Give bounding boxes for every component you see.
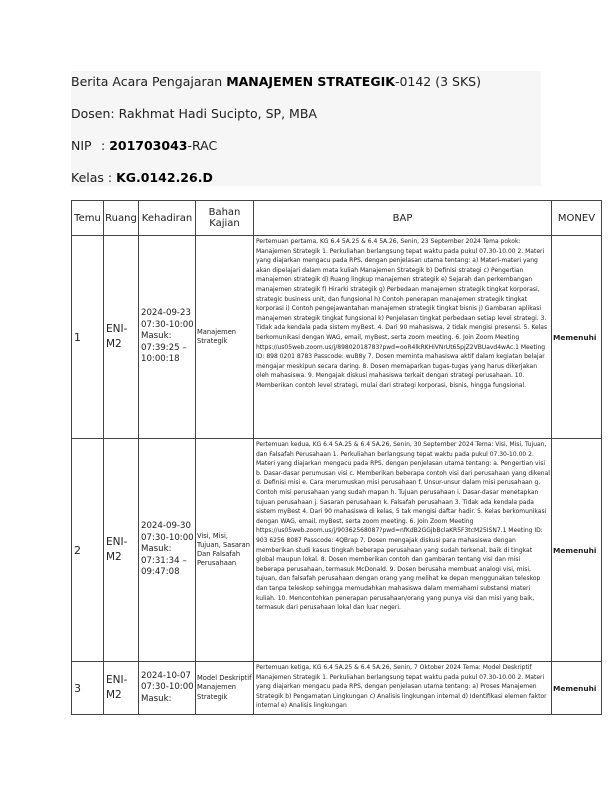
cell-ruang: ENI-M2 [104, 662, 139, 715]
course-name: MANAJEMEN STRATEGIK [226, 74, 395, 89]
cell-temu: 2 [72, 439, 104, 662]
cell-bap: Pertemuan pertama, KG 6.4 5A.25 & 6.4 5A.26, Senin, 23 September 2024 Tema pokok: Manajemen Strategik 1. Perkuliahan berlangsung tepat waktu pada pukul 07.30-10.00 2. Materi yang diajarkan mengacu pada RPS, dengan penjelasan utama tentang: a) Materi-materi yang akan dipelajari dalam mata kuliah Manajemen Strategik b) Definisi strategi c) Pengertian manajemen strategik d) Ruang lingkup manajemen strategik e) Sejarah dan perkembangan manajemen strategik f) Hirarki strategik g) Perbedaan manajemen strategik tingkat korporasi, strategic business unit, dan fungsional h) Contoh penerapan manajemen strategik tingkat korporasi i) Contoh pengejawantahan manajemen strategik tingkat bisnis j) Gambaran aplikasi manajemen strategik tingkat fungsional k) Penjelasan tingkat perbedaan setiap level strategi. 3. Tidak ada kendala pada sistem myBest. 4. Dari 90 mahasiswa, 2 tidak mengisi presensi. 5. Kelas berkomunikasi dengan WAG, email, myBest, serta zoom meeting. 6. Join Zoom Meeting https://us05web.zoom.us/j/89802018783?pwd=ooR4lkRKHiVNrUt65pjZ2VBUavd4wAc.1 Meeting ID: 898 0201 8783 Passcode: wuB8y 7. Dosen meminta mahasiswa aktif dalam kegiatan belajar mengajar meskipun secara daring. 8. Dosen memaparkan tugas-tugas yang harus dikerjakan oleh mahasiswa. 9. Mengajak diskusi mahasiswa terkait dengan strategi perusahaan. 10. Memberikan contoh level strategi, mulai dari strategi korporasi, bisnis, hingga fungsional. [254, 236, 552, 439]
col-header-kehadiran: Kehadiran [139, 201, 196, 236]
col-header-monev: MONEV [552, 201, 602, 236]
lecturer-name: Rakhmat Hadi Sucipto, SP, MBA [118, 106, 317, 121]
document-title [71, 74, 481, 89]
table-row [72, 236, 602, 439]
cell-kehadiran: 2024-09-30 07:30-10:00 Masuk: 07:31:34 – 09:47:08 [139, 439, 196, 662]
col-header-bahan-kajian: Bahan Kajian [196, 201, 254, 236]
title-suffix: -0142 (3 SKS) [394, 74, 481, 89]
cell-bap: Pertemuan ketiga, KG 6.4 5A.25 & 6.4 5A.26, Senin, 7 Oktober 2024 Tema: Model Deskriptif Manajemen Strategik 1. Perkuliahan berlangsung tepat waktu pada pukul 07.30-10.00 2. Materi yang diajarkan mengacu pada RPS, dengan penjelasan utama tentang: a) Proses Manajemen Strategik b) Pengamatan Lingkungan c) Analisis lingkungan internal d) Identifikasi elemen faktor internal e) Analisis lingkungan [254, 662, 552, 715]
class-label: Kelas : [71, 170, 117, 185]
cell-monev: Memenuhi [552, 662, 602, 715]
cell-bahan-kajian: Manajemen Strategik [196, 236, 254, 439]
cell-kehadiran: 2024-09-23 07:30-10:00 Masuk: 07:39:25 – 10:00:18 [139, 236, 196, 439]
nip-label: NIP [71, 138, 92, 153]
cell-bahan-kajian: Model Deskriptif Manajemen Strategik [196, 662, 254, 715]
nip-value: 201703043 [109, 138, 188, 153]
lecturer-label: Dosen: [71, 106, 119, 121]
cell-kehadiran: 2024-10-07 07:30-10:00 Masuk: [139, 662, 196, 715]
col-header-ruang: Ruang [104, 201, 139, 236]
nip-separator: : [101, 138, 110, 153]
table-row [72, 662, 602, 715]
title-prefix: Berita Acara Pengajaran [71, 74, 227, 89]
cell-ruang: ENI-M2 [104, 236, 139, 439]
cell-bahan-kajian: Visi, Misi, Tujuan, Sasaran Dan Falsafah Perusahaan [196, 439, 254, 662]
cell-temu: 3 [72, 662, 104, 715]
class-value: KG.0142.26.D [116, 170, 213, 185]
cell-bap: Pertemuan kedua, KG 6.4 5A.25 & 6.4 5A.26, Senin, 30 September 2024 Tema: Visi, Misi, Tujuan, dan Falsafah Perusahaan 1. Perkuliahan berlangsung tepat waktu pada pukul 07.30-10.00 2. Materi yang diajarkan mengacu pada RPS, dengan penjelasan utama tentang: a. Pengertian visi b. Dasar-dasar perumusan visi c. Memberikan beberapa contoh visi dari perusahaan yang dikenal d. Definisi misi e. Cara merumuskan misi perusahaan f. Unsur-unsur dalam misi perusahaan g. Contoh misi perusahaan yang sudah mapan h. Tujuan perusahaan i. Dasar-dasar menetapkan tujuan perusahaan j. Sasaran perusahaan k. Falsafah perusahaan 3. Tidak ada kendala pada sistem myBest 4. Dari 90 mahasiswa di kelas, 5 tak mengisi daftar hadir. 5. Kelas berkomunikasi dengan WAG, email, myBest, serta zoom meeting. 6. Join Zoom Meeting https://us05web.zoom.us/j/90362568087?pwd=nfKdB2GGjbBclaKR5F3tcM25ISN7.1 Meeting ID: 903 6256 8087 Passcode: 4QBrap 7. Dosen mengajak diskusi para mahasiswa dengan memberikan studi kasus tingkah beberapa perusahaan yang sudah terkenal, baik di tingkat global maupun lokal. 8. Dosen memberikan contoh dan gambaran tentang visi dan misi beberapa perusahaan, termasuk McDonald. 9. Dosen berusaha membuat analogi visi, misi, tujuan, dan falsafah perusahaan dengan orang yang melihat ke depan menggunakan teleskop dan tanpa teleskop sehingga memudahkan mahasiswa dalam memahami substansi materi kuliah. 10. Mencontohkan penerapan perusahaan/orang yang punya visi dan misi yang baik, termasuk dari perusahaan lokal dan luar negeri. [254, 439, 552, 662]
teaching-report-table [71, 200, 602, 715]
cell-monev: Memenuhi [552, 236, 602, 439]
nip-line [71, 138, 217, 153]
class-line [71, 170, 213, 185]
cell-monev: Memenuhi [552, 439, 602, 662]
table-header-row [72, 201, 602, 236]
col-header-temu: Temu [72, 201, 104, 236]
cell-ruang: ENI-M2 [104, 439, 139, 662]
lecturer-line [71, 106, 317, 121]
cell-temu: 1 [72, 236, 104, 439]
col-header-bap: BAP [254, 201, 552, 236]
document-header [71, 71, 541, 186]
nip-suffix: -RAC [187, 138, 218, 153]
table-row [72, 439, 602, 662]
